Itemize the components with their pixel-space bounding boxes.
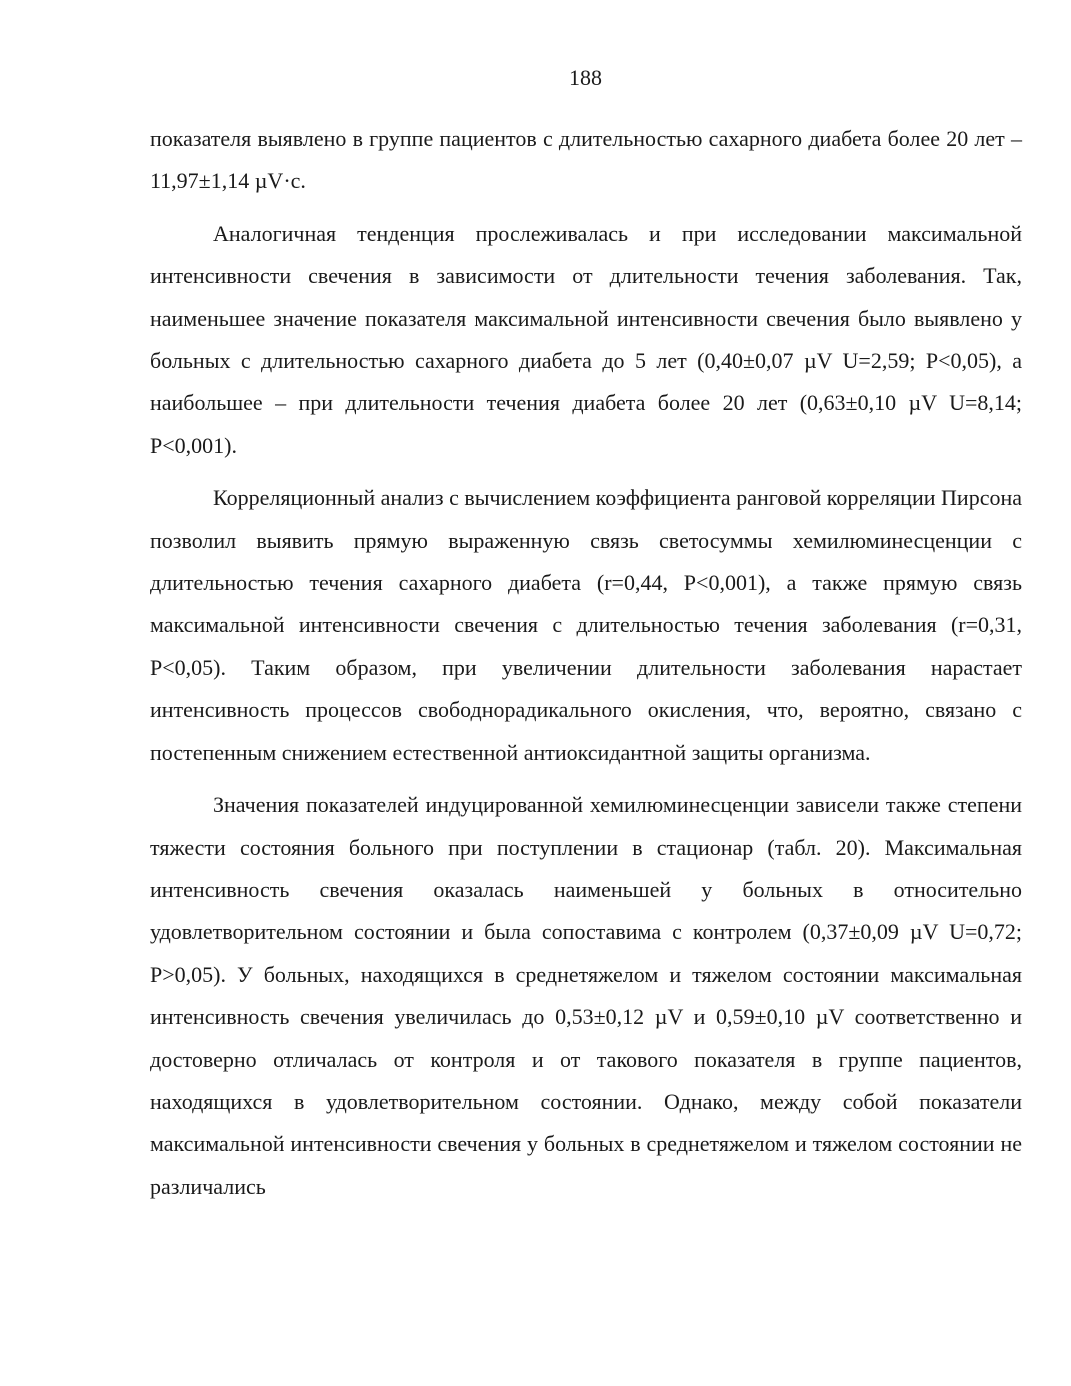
body-text (150, 118, 1022, 1208)
paragraph-max-intensity-duration: Аналогичная тенденция прослеживалась и при исследовании максимальной интенсивности свечения в зависимости от длительности течения заболевания. Так, наименьшее значение показателя максимальной интенсивности свечения было выявлено у больных с длительностью сахарного диабета до 5 лет (0,40±0,07 µV U=2,59; P<0,05), а наибольшее – при длительности течения диабета более 20 лет (0,63±0,10 µV U=8,14; P<0,001). (150, 220, 1022, 458)
page-number: 188 (569, 65, 602, 90)
paragraph-correlation-analysis: Корреляционный анализ с вычислением коэффициента ранговой корреляции Пирсона позволил выявить прямую выраженную связь светосуммы хемилюминесценции с длительностью течения сахарного диабета (r=0,44, P<0,001), а также прямую связь максимальной интенсивности свечения с длительностью течения заболевания (r=0,31, P<0,05). Таким образом, при увеличении длительности заболевания нарастает интенсивность процессов свободнорадикального окисления, что, вероятно, связано с постепенным снижением естественной антиоксидантной защиты организма. (150, 485, 1022, 765)
paragraph-continuation: показателя выявлено в группе пациентов с длительностью сахарного диабета более 20 лет – 11,97±1,14 µV·с. (150, 126, 1022, 194)
paragraph-severity-dependence: Значения показателей индуцированной хемилюминесценции зависели также степени тяжести состояния больного при поступлении в стационар (табл. 20). Максимальная интенсивность свечения оказалась наименьшей у больных в относительно удовлетворительном состоянии и была сопоставима с контролем (0,37±0,09 µV U=0,72; P>0,05). У больных, находящихся в среднетяжелом и тяжелом состоянии максимальная интенсивность свечения увеличилась до 0,53±0,12 µV и 0,59±0,10 µV соответственно и достоверно отличалась от контроля и от такового показателя в группе пациентов, находящихся в удовлетворительном состоянии. Однако, между собой показатели максимальной интенсивности свечения у больных в среднетяжелом и тяжелом состоянии не различались (150, 792, 1022, 1199)
